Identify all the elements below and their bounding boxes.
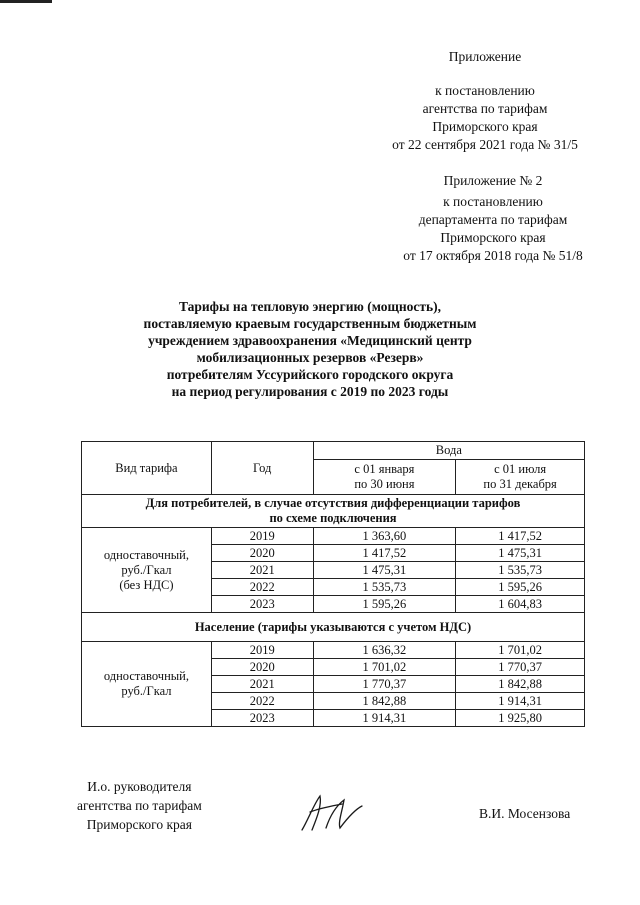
tariff-h2-cell: 1 475,31 xyxy=(456,545,585,562)
table-row xyxy=(82,642,585,659)
year-cell: 2023 xyxy=(211,710,313,727)
appendix-line: департамента по тарифам xyxy=(418,212,568,227)
section-title xyxy=(82,613,585,642)
header-period-1-line: с 01 января xyxy=(354,462,415,476)
signatory-position-line: И.о. руководителя xyxy=(87,779,192,794)
appendix-line: к постановлению xyxy=(435,83,535,98)
appendix-line: агентства по тарифам xyxy=(422,101,548,116)
year-cell: 2019 xyxy=(211,528,313,545)
header-period-2 xyxy=(456,460,585,495)
signatory-position xyxy=(77,777,202,834)
title-line: потребителям Уссурийского городского округа xyxy=(166,367,454,382)
year-cell: 2023 xyxy=(211,596,313,613)
tariff-h1-cell: 1 363,60 xyxy=(313,528,456,545)
appendix-heading: Приложение № 2 xyxy=(443,173,543,188)
scan-corner-mark xyxy=(0,0,52,3)
title-line: учреждением здравоохранения «Медицинский центр xyxy=(148,333,472,348)
section-title-line: Для потребителей, в случае отсутствия дифференциации тарифов xyxy=(145,496,521,510)
header-water: Вода xyxy=(313,442,584,460)
header-period-2-line: по 31 декабря xyxy=(483,477,557,491)
title-line: поставляемую краевым государственным бюджетным xyxy=(143,316,477,331)
appendix-line: к постановлению xyxy=(443,194,543,209)
header-period-1 xyxy=(313,460,456,495)
tariff-table xyxy=(81,441,585,727)
header-tariff-type: Вид тарифа xyxy=(82,442,212,495)
header-period-2-line: с 01 июля xyxy=(494,462,547,476)
tariff-h1-cell: 1 842,88 xyxy=(313,693,456,710)
appendix-line: от 17 октября 2018 года № 51/8 xyxy=(403,248,583,263)
appendix-line: Приморского края xyxy=(440,230,546,245)
tariff-type-line: одноставочный, xyxy=(103,547,189,562)
tariff-h2-cell: 1 914,31 xyxy=(456,693,585,710)
handwritten-signature xyxy=(298,790,368,836)
year-cell: 2020 xyxy=(211,659,313,676)
tariff-type-line: одноставочный, xyxy=(103,669,189,683)
year-cell: 2022 xyxy=(211,693,313,710)
appendix-line: от 22 сентября 2021 года № 31/5 xyxy=(392,137,578,152)
tariff-h1-cell: 1 595,26 xyxy=(313,596,456,613)
tariff-h2-cell: 1 770,37 xyxy=(456,659,585,676)
header-year: Год xyxy=(211,442,313,495)
tariff-h1-cell: 1 475,31 xyxy=(313,562,456,579)
year-cell: 2020 xyxy=(211,545,313,562)
tariff-type-cell xyxy=(82,642,212,727)
title-line: на период регулирования с 2019 по 2023 годы xyxy=(171,384,449,399)
section-header-row xyxy=(82,613,585,642)
header-period-1-line: по 30 июня xyxy=(354,477,415,491)
tariff-type-line: (без НДС) xyxy=(119,577,174,592)
tariff-h2-cell: 1 535,73 xyxy=(456,562,585,579)
tariff-h1-cell: 1 770,37 xyxy=(313,676,456,693)
tariff-h1-cell: 1 535,73 xyxy=(313,579,456,596)
tariff-h2-cell: 1 604,83 xyxy=(456,596,585,613)
year-cell: 2021 xyxy=(211,676,313,693)
appendix-block-2 xyxy=(378,172,608,265)
tariff-h2-cell: 1 842,88 xyxy=(456,676,585,693)
year-cell: 2022 xyxy=(211,579,313,596)
table-row xyxy=(82,528,585,545)
year-cell: 2021 xyxy=(211,562,313,579)
tariff-type-line: руб./Гкал xyxy=(121,562,172,577)
signatory-position-line: агентства по тарифам xyxy=(77,798,202,813)
year-cell: 2019 xyxy=(211,642,313,659)
section-header-row xyxy=(82,495,585,528)
tariff-h2-cell: 1 595,26 xyxy=(456,579,585,596)
tariff-h1-cell: 1 914,31 xyxy=(313,710,456,727)
tariff-h2-cell: 1 417,52 xyxy=(456,528,585,545)
tariff-type-cell xyxy=(82,528,212,613)
section-title-line: Население (тарифы указываются с учетом НДС) xyxy=(194,619,472,634)
tariff-h1-cell: 1 636,32 xyxy=(313,642,456,659)
signatory-position-line: Приморского края xyxy=(86,817,192,832)
tariff-h2-cell: 1 701,02 xyxy=(456,642,585,659)
title-line: Тарифы на тепловую энергию (мощность), xyxy=(178,299,442,314)
appendix-block-1 xyxy=(370,48,600,154)
document-title xyxy=(110,298,510,400)
signatory-name: В.И. Мосензова xyxy=(479,806,571,821)
tariff-h1-cell: 1 701,02 xyxy=(313,659,456,676)
tariff-h2-cell: 1 925,80 xyxy=(456,710,585,727)
appendix-line: Приморского края xyxy=(432,119,538,134)
title-line: мобилизационных резервов «Резерв» xyxy=(196,350,424,365)
tariff-type-line: руб./Гкал xyxy=(121,684,172,698)
section-title xyxy=(82,495,585,528)
header-row xyxy=(82,442,585,460)
section-title-line: по схеме подключения xyxy=(269,511,397,525)
tariff-h1-cell: 1 417,52 xyxy=(313,545,456,562)
appendix-heading: Приложение xyxy=(448,49,522,64)
